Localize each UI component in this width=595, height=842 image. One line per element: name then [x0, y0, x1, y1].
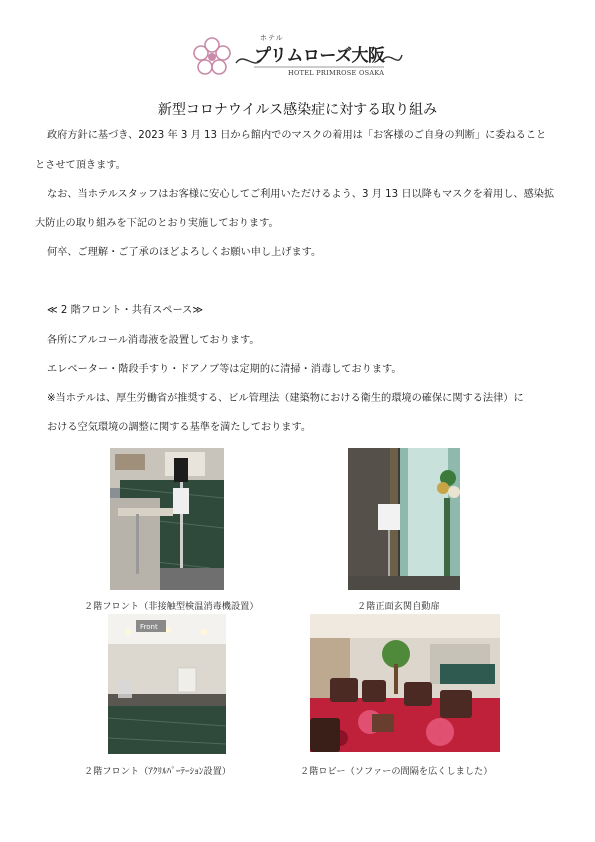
paragraph-2-line-1: なお、当ホテルスタッフはお客様に安心してご利用いただけるよう、3 月 13 日以降もマスクを着用し、感染拡: [47, 189, 555, 200]
page-title: 新型コロナウイルス感染症に対する取り組み: [157, 102, 438, 118]
measure-item-2: エレベーター・階段手すり・ドアノブ等は定期的に清掃・消毒しております。: [47, 364, 402, 375]
paragraph-2-line-2: 大防止の取り組みを下記のとおり実施しております。: [35, 218, 279, 229]
primrose-flower-icon: [190, 35, 234, 79]
caption-front-partition: ２階フロント（ｱｸﾘﾙﾊﾟｰﾃｰｼｮﾝ設置）: [84, 766, 231, 777]
measure-item-1: 各所にアルコール消毒液を設置しております。: [47, 335, 260, 346]
measure-item-3-line-1: ※当ホテルは、厚生労働省が推奨する、ビル管理法（建築物における衛生的環境の確保に関する法律）に: [47, 393, 524, 404]
paragraph-3: 何卒、ご理解・ご了承のほどよろしくお願い申し上げます。: [47, 247, 322, 258]
photo-front-partition: [108, 614, 226, 754]
logo-small-text: ホテル: [260, 34, 284, 42]
section-heading: ≪ 2 階フロント・共有スペース≫: [47, 305, 204, 316]
logo-name: プリムローズ大阪: [254, 46, 385, 66]
photo-front-thermometer: [110, 448, 224, 590]
caption-entrance-door: ２階正面玄関自動扉: [357, 601, 440, 612]
photo-lobby: [310, 614, 500, 752]
photo-entrance-door: [348, 448, 460, 590]
hotel-logo: [190, 33, 405, 85]
measure-item-3-line-2: おける空気環境の調整に関する基準を満たしております。: [47, 422, 312, 433]
caption-front-thermometer: ２階フロント（非接触型検温消毒機設置）: [84, 601, 259, 612]
caption-lobby: ２階ロビー（ソファーの間隔を広くしました）: [300, 766, 493, 777]
logo-english-name: HOTEL PRIMROSE OSAKA: [288, 69, 385, 77]
front-sign-text: Front: [140, 623, 158, 631]
paragraph-1-line-2: とさせて頂きます。: [35, 160, 126, 171]
paragraph-1-line-1: 政府方針に基づき、2023 年 3 月 13 日から館内でのマスクの着用は「お客様のご自身の判断」に委ねること: [47, 130, 547, 141]
